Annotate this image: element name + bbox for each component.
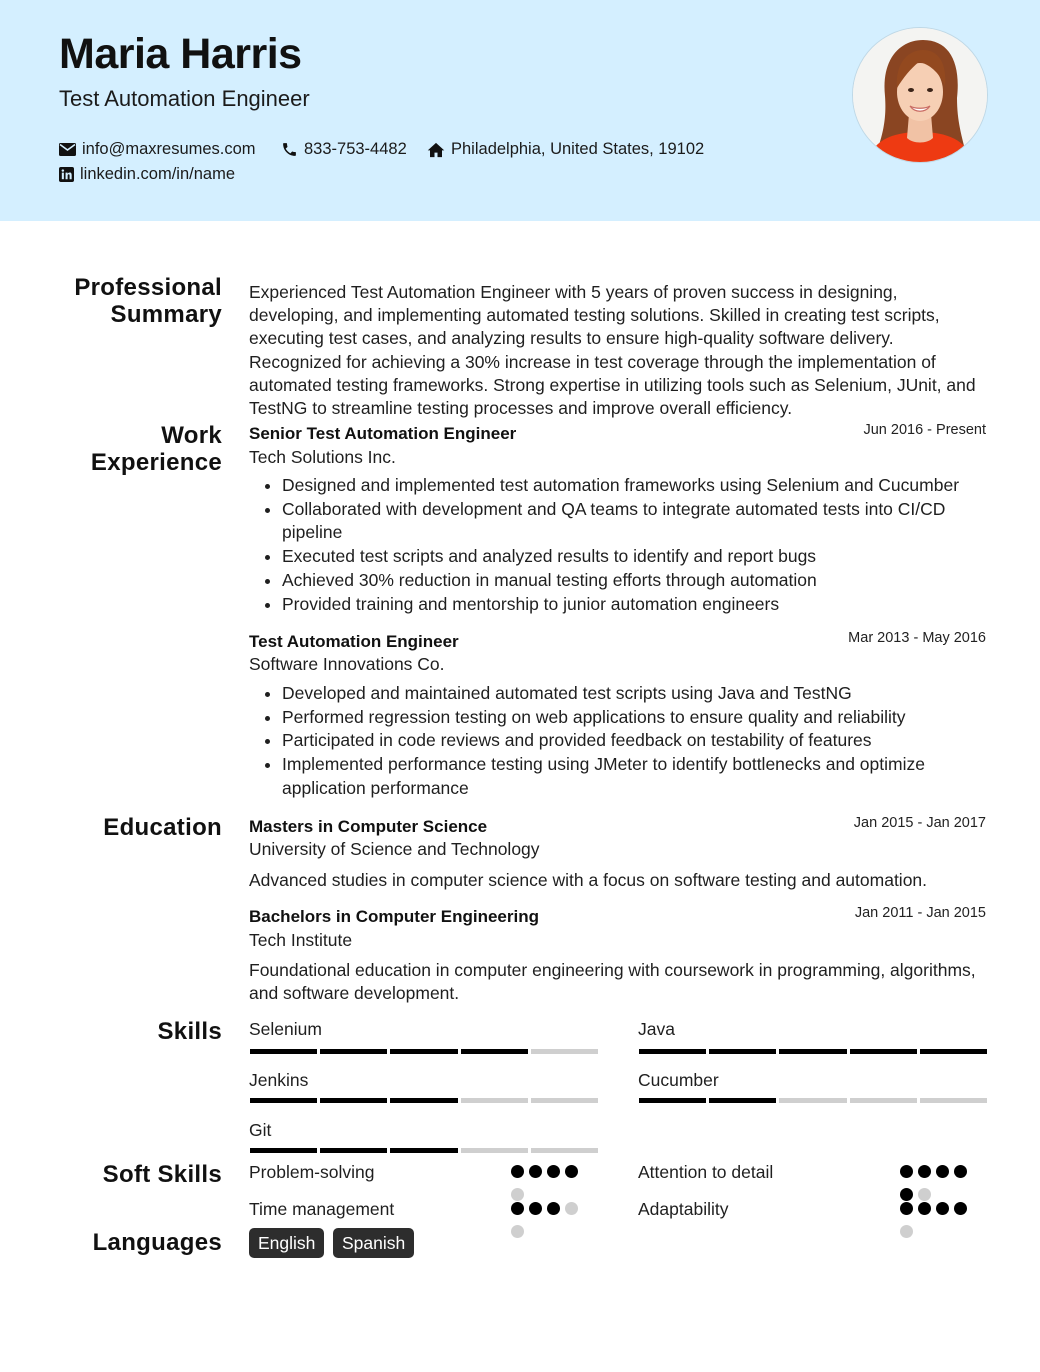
email-text: info@maxresumes.com: [82, 140, 256, 158]
list-item: • Participated in code reviews and provided feedback on testability of features: [282, 729, 991, 753]
school-name: Tech Institute: [249, 930, 353, 950]
job-bullets: [249, 474, 991, 616]
summary-text: Experienced Test Automation Engineer with 5 years of proven success in designing, developing, and implementing automated testing solutions. Skilled in creating test scripts, executing test cases, and analyzing results to ensure high-quality software delivery. Recognized for achieving a 30% increase in test coverage through the implementation of automated testing frameworks. Strong expertise in utilizing tools such as Selenium, JUnit, and TestNG to streamline testing processes and improve overall efficiency.: [249, 282, 976, 419]
skill-level-segment: [320, 1148, 387, 1153]
contact-linkedin[interactable]: [59, 165, 235, 184]
list-item: • Performed regression testing on web applications to ensure quality and reliability: [282, 706, 991, 730]
skill-level-segment: [920, 1049, 987, 1054]
section-title-line: Professional: [74, 274, 222, 301]
list-item: • Provided training and mentorship to junior automation engineers: [282, 593, 991, 617]
section-title-education: Education: [103, 814, 222, 841]
job-dates: Jun 2016 - Present: [863, 422, 986, 438]
soft-skill-name: Time management: [249, 1199, 395, 1219]
phone-text: 833-753-4482: [304, 140, 407, 158]
skill-level-segment: [390, 1049, 457, 1054]
section-title-line: Work: [161, 422, 222, 449]
linkedin-icon: [59, 167, 74, 182]
rating-dot: [900, 1202, 913, 1215]
section-title-line: Summary: [110, 301, 222, 328]
envelope-icon: [59, 143, 76, 156]
home-icon: [427, 142, 445, 158]
job-title: Test Automation Engineer: [249, 632, 459, 651]
rating-dot: [547, 1165, 560, 1178]
candidate-name: Maria Harris: [59, 30, 302, 78]
skill-level-segment: [850, 1049, 917, 1054]
company-name: Software Innovations Co.: [249, 654, 445, 674]
contact-location: [427, 140, 704, 159]
section-title-skills: Skills: [157, 1018, 222, 1045]
skill-level-segment: [461, 1049, 528, 1054]
company-name: Tech Solutions Inc.: [249, 447, 396, 467]
degree-dates: Jan 2011 - Jan 2015: [854, 905, 986, 921]
linkedin-text: linkedin.com/in/name: [80, 165, 235, 183]
skill-level-segment: [390, 1148, 457, 1153]
rating-dot: [547, 1202, 560, 1215]
rating-dot: [565, 1202, 578, 1215]
rating-dot: [936, 1202, 949, 1215]
language-chip: Spanish: [333, 1228, 414, 1258]
degree-description: Foundational education in computer engineering with coursework in programming, algorithms, and software development.: [249, 960, 976, 1004]
school-name: University of Science and Technology: [249, 839, 540, 859]
candidate-title: Test Automation Engineer: [59, 86, 310, 111]
degree-dates: Jan 2015 - Jan 2017: [853, 815, 986, 831]
section-title-work: [0, 422, 222, 476]
list-item: • Collaborated with development and QA teams to integrate automated tests into CI/CD pipeline: [282, 498, 991, 545]
rating-dot: [918, 1165, 931, 1178]
section-title-line: Experience: [90, 449, 222, 476]
degree-description: Advanced studies in computer science with a focus on software testing and automation.: [249, 870, 928, 890]
rating-dot: [954, 1165, 967, 1178]
skill-name: Git: [249, 1120, 272, 1140]
list-item: • Developed and maintained automated test scripts using Java and TestNG: [282, 682, 991, 706]
rating-dot: [918, 1202, 931, 1215]
rating-dot: [511, 1165, 524, 1178]
skill-level-segment: [461, 1098, 528, 1103]
soft-skill-name: Attention to detail: [638, 1162, 774, 1182]
list-item: • Executed test scripts and analyzed results to identify and report bugs: [282, 545, 991, 569]
soft-skill-name: Problem-solving: [249, 1162, 375, 1182]
list-item: • Achieved 30% reduction in manual testing efforts through automation: [282, 569, 991, 593]
resume-header: [0, 0, 1040, 221]
rating-dot: [900, 1225, 913, 1238]
list-item: • Designed and implemented test automation frameworks using Selenium and Cucumber: [282, 474, 991, 498]
skill-level-segment: [779, 1049, 846, 1054]
language-chip: English: [249, 1228, 324, 1258]
skill-level-bar: [250, 1098, 598, 1103]
skill-name: Java: [638, 1019, 675, 1039]
skill-level-segment: [250, 1098, 317, 1103]
rating-dot: [511, 1202, 524, 1215]
rating-dot: [565, 1165, 578, 1178]
skill-level-segment: [320, 1049, 387, 1054]
rating-dot: [529, 1165, 542, 1178]
skill-level-segment: [850, 1098, 917, 1103]
rating-dot: [900, 1188, 913, 1201]
contact-phone[interactable]: [281, 140, 407, 159]
section-title-summary: [0, 274, 222, 328]
section-title-soft-skills: Soft Skills: [102, 1161, 222, 1188]
phone-icon: [281, 141, 298, 158]
location-text: Philadelphia, United States, 19102: [451, 140, 705, 158]
list-item: • Implemented performance testing using JMeter to identify bottlenecks and optimize application performance: [282, 753, 991, 800]
skill-level-segment: [639, 1098, 706, 1103]
rating-dot: [954, 1202, 967, 1215]
skill-level-segment: [709, 1049, 776, 1054]
skill-level-segment: [531, 1098, 598, 1103]
section-title-languages: Languages: [92, 1229, 222, 1256]
skill-level-bar: [639, 1049, 987, 1054]
contact-email[interactable]: [59, 140, 256, 159]
profile-photo: [852, 27, 988, 163]
skill-level-bar: [639, 1098, 987, 1103]
soft-skill-name: Adaptability: [638, 1199, 729, 1219]
rating-dot: [936, 1165, 949, 1178]
degree-title: Masters in Computer Science: [249, 817, 488, 836]
skill-name: Selenium: [249, 1019, 322, 1039]
skill-level-segment: [920, 1098, 987, 1103]
skill-level-segment: [779, 1098, 846, 1103]
rating-dot: [918, 1188, 931, 1201]
skill-level-segment: [461, 1148, 528, 1153]
skill-level-segment: [250, 1148, 317, 1153]
rating-dot: [529, 1202, 542, 1215]
degree-title: Bachelors in Computer Engineering: [249, 907, 539, 926]
job-bullets: [249, 682, 991, 801]
skill-level-segment: [639, 1049, 706, 1054]
job-dates: Mar 2013 - May 2016: [848, 630, 986, 646]
skill-level-segment: [531, 1049, 598, 1054]
skill-level-bar: [250, 1148, 598, 1153]
skill-level-segment: [390, 1098, 457, 1103]
skill-name: Cucumber: [638, 1070, 719, 1090]
soft-skill-rating: [511, 1202, 586, 1248]
skill-level-segment: [320, 1098, 387, 1103]
skill-level-segment: [709, 1098, 776, 1103]
soft-skill-rating: [900, 1202, 975, 1248]
rating-dot: [511, 1225, 524, 1238]
skill-level-segment: [250, 1049, 317, 1054]
skill-name: Jenkins: [249, 1070, 309, 1090]
skill-level-segment: [531, 1148, 598, 1153]
rating-dot: [511, 1188, 524, 1201]
skill-level-bar: [250, 1049, 598, 1054]
job-title: Senior Test Automation Engineer: [249, 424, 517, 443]
rating-dot: [900, 1165, 913, 1178]
